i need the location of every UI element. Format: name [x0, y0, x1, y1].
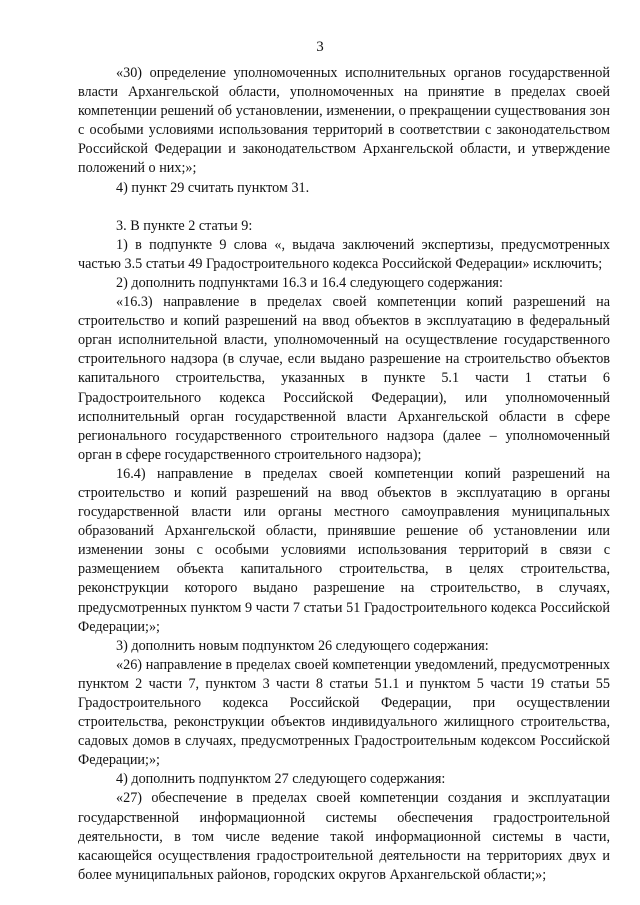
paragraph-p8: 3) дополнить новым подпунктом 26 следующего содержания: — [116, 637, 489, 654]
paragraph-p9: «26) направление в пределах своей компетенции уведомлений, предусмотренных пунктом 2 части 7, пунктом 3 части 8 статьи 51.1 и пунктом 5 части 19 статьи 55 Градостроительного кодекса Российской Федерации, при осуществлении строительства, реконструкции объектов индивидуального жилищного строительства, садовых домов в случаях, предусмотренных Градостроительным кодексом Российской Федерации;»; — [78, 656, 610, 769]
paragraph-p5: 2) дополнить подпунктами 16.3 и 16.4 следующего содержания: — [116, 274, 503, 291]
paragraph-p7: 16.4) направление в пределах своей компетенции копий разрешений на строительство и копий разрешений на ввод объектов в эксплуатацию в органы государственной власти или органы местного самоуправления муниципальных образований Архангельской области, принявшие решение об установлении или изменении зоны с особыми условиями использования территорий в связи с размещением объекта капитального строительства, в целях строительства, реконструкции которого выдано разрешение на строительство, в случаях, предусмотренных пунктом 9 части 7 статьи 51 Градостроительного кодекса Российской Федерации;»; — [78, 465, 610, 635]
paragraph-p10: 4) дополнить подпунктом 27 следующего содержания: — [116, 771, 446, 788]
paragraph-p6: «16.3) направление в пределах своей компетенции копий разрешений на строительство и копий разрешений на ввод объектов в эксплуатацию в федеральный орган исполнительной власти, уполномоченный на осуществление государственного строительного надзора (в случае, если выдано разрешение на строительство объектов капитального строительства, указанных в пункте 5.1 части 1 статьи 6 Градостроительного кодекса Российской Федерации), или уполномоченный исполнительный орган государственной власти Архангельской области в сфере регионального государственного строительного надзора (далее – уполномоченный орган в сфере государственного строительного надзора); — [78, 294, 610, 463]
paragraph-p3: 3. В пункте 2 статьи 9: — [116, 217, 253, 234]
document-body — [78, 64, 610, 885]
paragraph-p4: 1) в подпункте 9 слова «, выдача заключений экспертизы, предусмотренных частью 3.5 статьи 49 Градостроительного кодекса Российской Федерации» исключить; — [78, 236, 610, 272]
paragraph-p11: «27) обеспечение в пределах своей компетенции создания и эксплуатации государственной информационной системы обеспечения градостроительной деятельности, в том числе ведение такой информационной системы в части, касающейся осуществления градостроительной деятельности на территориях двух и более муниципальных районов, городских округов Архангельской области;»; — [78, 790, 610, 883]
paragraph-p2: 4) пункт 29 считать пунктом 31. — [116, 179, 310, 196]
paragraph-p1: «30) определение уполномоченных исполнительных органов государственной власти Архангельской области, уполномоченных на принятие в пределах своей компетенции решений об установлении, изменении, о прекращении существования зон с особыми условиями использования территорий в соответствии с законодательством Российской Федерации и законодательством Архангельской области, и утверждение положений о них;»; — [78, 65, 610, 177]
page-number: 3 — [316, 39, 324, 55]
